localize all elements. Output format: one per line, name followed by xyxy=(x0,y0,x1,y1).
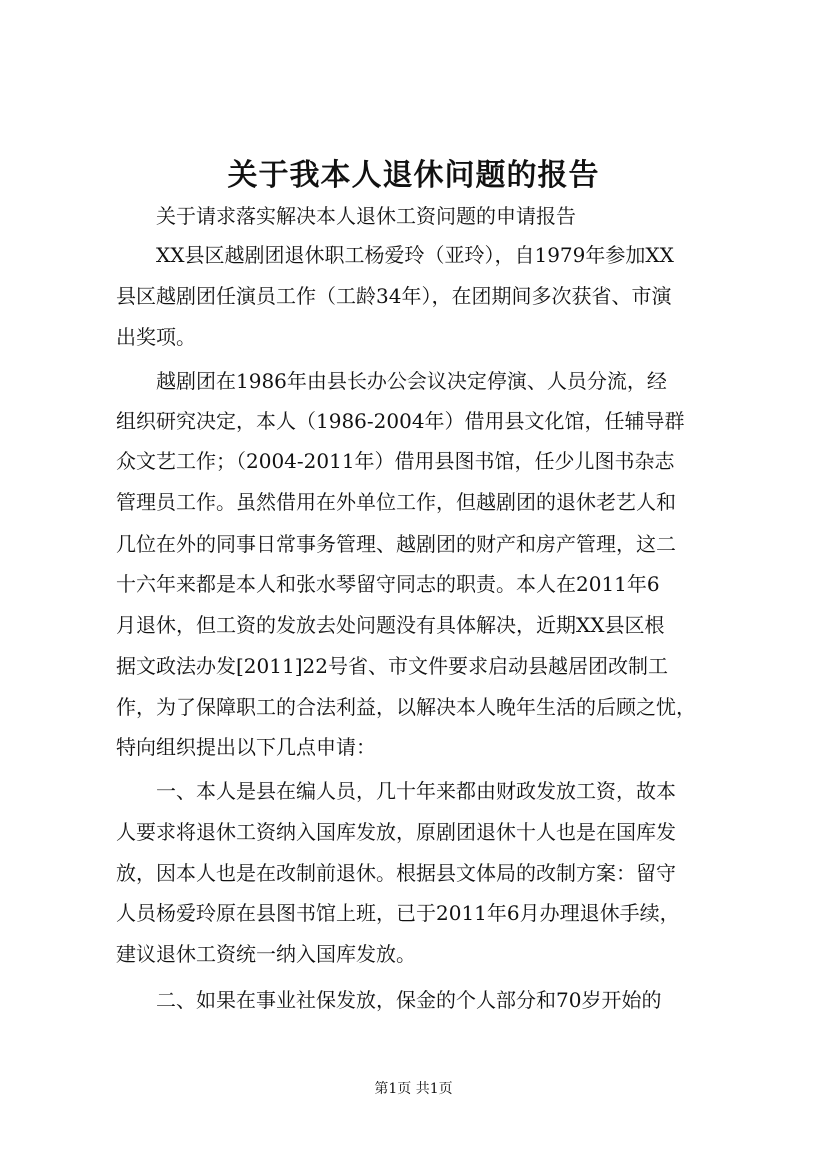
text-line: 月退休，但工资的发放去处问题没有具体解决，近期XX县区根 xyxy=(116,613,665,637)
text-line: 组织研究决定，本人（1986-2004年）借用县文化馆，任辅导群 xyxy=(116,409,685,433)
text-line: 众文艺工作；（2004-2011年）借用县图书馆，任少儿图书杂志 xyxy=(116,449,675,473)
text-line: 出奖项。 xyxy=(116,325,196,349)
text-line: 建议退休工资统一纳入国库发放。 xyxy=(116,942,416,966)
text-line: 据文政法办发[2011]22号省、市文件要求启动县越居团改制工 xyxy=(116,654,668,678)
text-line: 作，为了保障职工的合法利益，以解决本人晚年生活的后顾之忧， xyxy=(116,695,696,719)
text-line: 放，因本人也是在改制前退休。根据县文体局的改制方案：留守 xyxy=(116,861,676,885)
text-line: 几位在外的同事日常事务管理、越剧团的财产和房产管理，这二 xyxy=(116,532,676,556)
document-title: 关于我本人退休问题的报告 xyxy=(227,158,600,193)
page-footer: 第1页 共1页 xyxy=(374,1081,453,1097)
text-line: 县区越剧团任演员工作（工龄34年），在团期间多次获省、市演 xyxy=(116,284,672,308)
text-line: 二、如果在事业社保发放，保金的个人部分和70岁开始的 xyxy=(116,988,662,1012)
text-line: 十六年来都是本人和张水琴留守同志的职责。本人在2011年6 xyxy=(116,572,660,596)
text-line: 管理员工作。虽然借用在外单位工作，但越剧团的退休老艺人和 xyxy=(116,490,676,514)
text-line: 越剧团在1986年由县长办公会议决定停演、人员分流，经 xyxy=(116,369,667,393)
text-line: 特向组织提出以下几点申请： xyxy=(116,735,376,759)
text-line: 一、本人是县在编人员，几十年来都由财政发放工资，故本 xyxy=(116,779,676,803)
text-line: 人员杨爱玲原在县图书馆上班，已于2011年6月办理退休手续， xyxy=(116,901,680,925)
text-line: XX县区越剧团退休职工杨爱玲（亚玲），自1979年参加XX xyxy=(116,243,674,267)
text-line: 人要求将退休工资纳入国库发放，原剧团退休十人也是在国库发 xyxy=(116,820,676,844)
text-line: 关于请求落实解决本人退休工资问题的申请报告 xyxy=(116,204,576,228)
